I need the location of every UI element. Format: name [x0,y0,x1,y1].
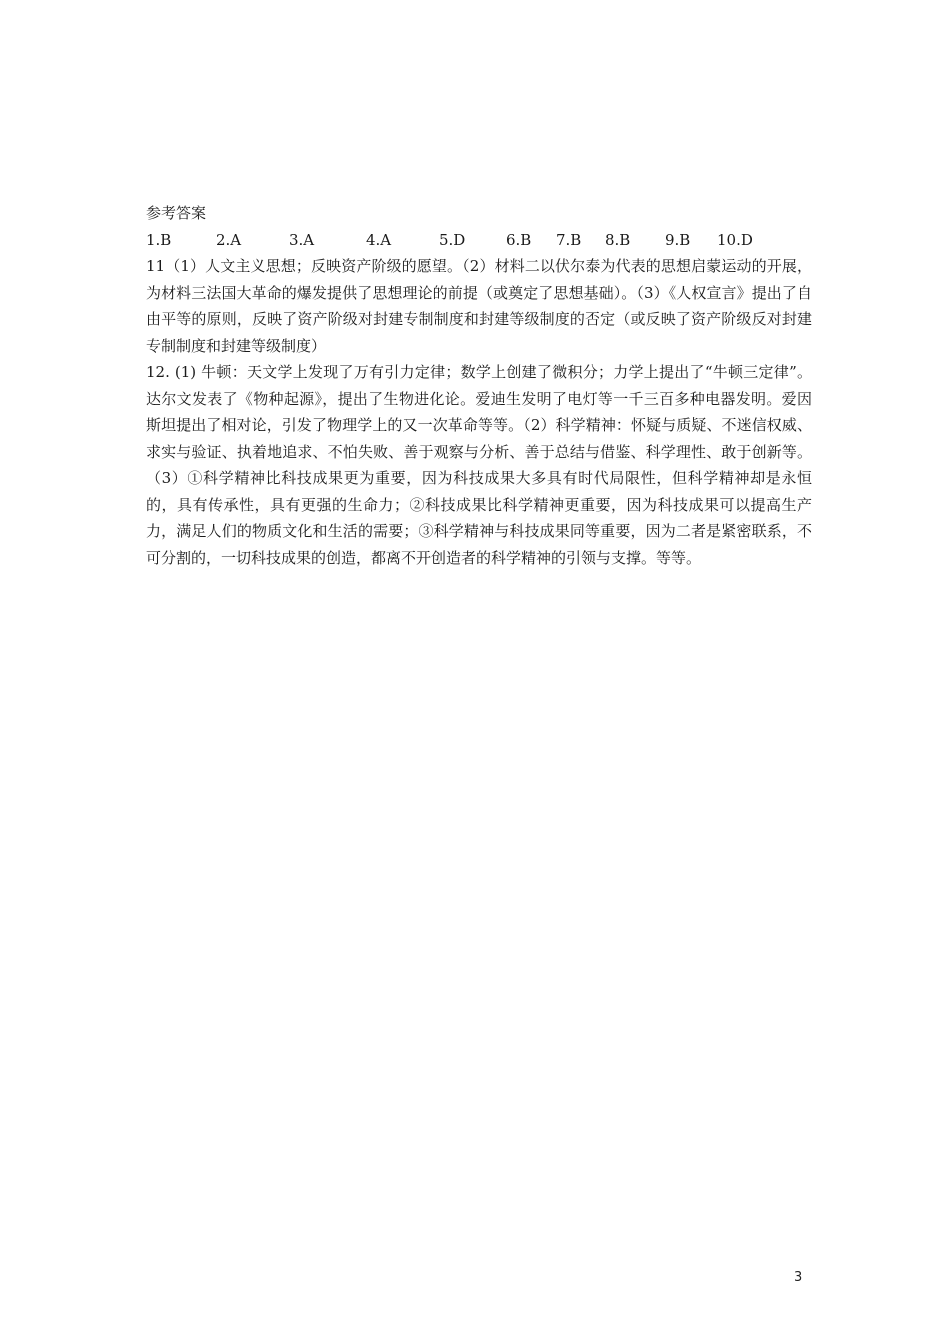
choice-answer-2: 2.A [216,230,242,249]
choice-answer-4: 4.A [366,230,392,249]
choice-answer-6: 6.B [506,230,532,249]
answer-11: 11（1）人文主义思想；反映资产阶级的愿望。（2）材料二以伏尔泰为代表的思想启蒙运动的开展，为材料三法国大革命的爆发提供了思想理论的前提（或奠定了思想基础）。（3）《人权宣言》提出了自由平等的原则，反映了资产阶级对封建专制制度和封建等级制度的否定（或反映了资产阶级反对封建专制制度和封建等级制度） [146,257,812,355]
answer-key [146,200,812,571]
choice-answer-8: 8.B [605,230,631,249]
multiple-choice-answers [146,227,812,254]
choice-answer-5: 5.D [439,230,466,249]
page-number: 3 [794,1270,803,1285]
answer-12: 12. (1) 牛顿：天文学上发现了万有引力定律；数学上创建了微积分；力学上提出了“牛顿三定律”。达尔文发表了《物种起源》，提出了生物进化论。爱迪生发明了电灯等一千三百多种电器发明。爱因斯坦提出了相对论，引发了物理学上的又一次革命等等。（2）科学精神：怀疑与质疑、不迷信权威、求实与验证、执着地追求、不怕失败、善于观察与分析、善于总结与借鉴、科学理性、敢于创新等。（3）①科学精神比科技成果更为重要，因为科技成果大多具有时代局限性，但科学精神却是永恒的，具有传承性，具有更强的生命力；②科技成果比科学精神更重要，因为科技成果可以提高生产力，满足人们的物质文化和生活的需要；③科学精神与科技成果同等重要，因为二者是紧密联系，不可分割的，一切科技成果的创造，都离不开创造者的科学精神的引领与支撑。等等。 [146,363,812,567]
answer-key-heading: 参考答案 [146,204,207,222]
choice-answer-7: 7.B [556,230,582,249]
choice-answer-1: 1.B [146,230,172,249]
choice-answer-10: 10.D [717,230,753,249]
choice-answer-3: 3.A [289,230,315,249]
choice-answer-9: 9.B [665,230,691,249]
